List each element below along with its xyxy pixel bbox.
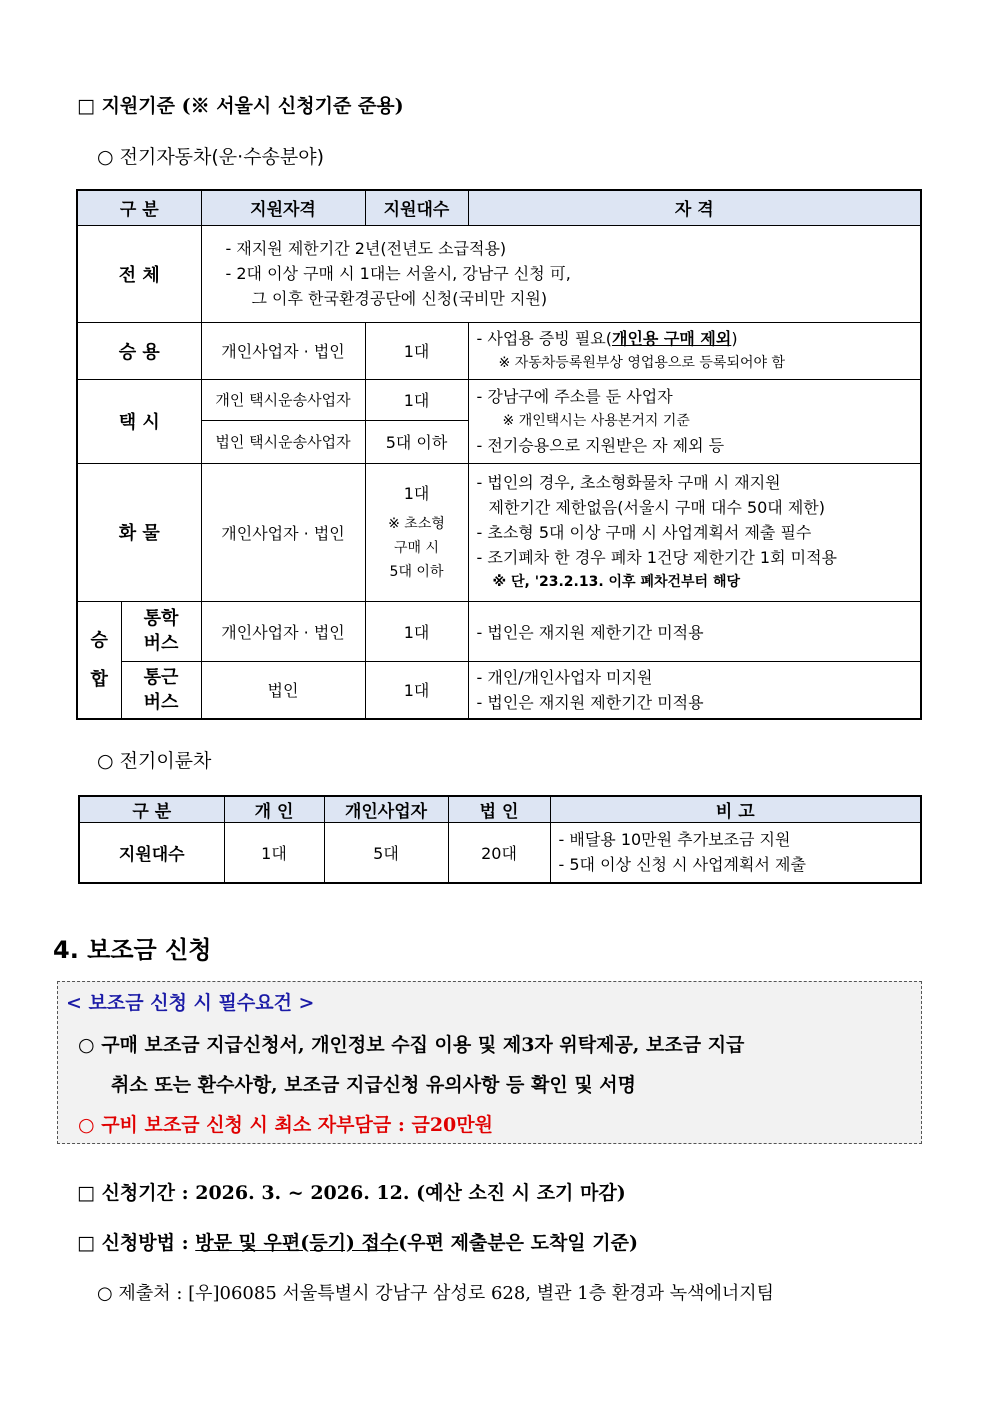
school-bus-category [121, 601, 201, 661]
moto-header-category: 구 분 [79, 796, 224, 823]
taxi-individual-count: 1대 [365, 379, 468, 420]
application-method [77, 1228, 638, 1255]
cargo-line: - 조기폐차 한 경우 폐차 1건당 제한기간 1회 미적용 [476, 548, 838, 567]
moto-note: - 5대 이상 신청 시 사업계획서 제출 [558, 855, 806, 875]
moto-corp: 20대 [448, 823, 550, 883]
commute-bus-cat-line: 버스 [143, 691, 179, 713]
method-prefix: □ 신청방법 : [77, 1232, 196, 1254]
taxi-line: - 전기승용으로 지원받은 자 제외 등 [476, 436, 725, 455]
moto-note: - 배달용 10만원 추가보조금 지원 [558, 830, 791, 850]
cargo-count-note: 5대 이하 [389, 563, 444, 580]
moto-business: 5대 [324, 823, 448, 883]
van-category [77, 601, 121, 719]
cargo-count: 1대 [403, 483, 430, 503]
commute-bus-qualification [468, 661, 921, 719]
taxi-corp-count: 5대 이하 [365, 420, 468, 463]
requirements-box [57, 981, 922, 1144]
van-category-char: 합 [90, 668, 108, 690]
commute-bus-eligibility: 법인 [201, 661, 365, 719]
requirement-item-1-line1: ○ 구매 보조금 지급신청서, 개인정보 수집 이용 및 제3자 위탁제공, 보조금 지급 [78, 1034, 745, 1056]
passenger-eligibility: 개인사업자 · 법인 [201, 322, 365, 379]
requirement-item-2: ○ 구비 보조금 신청 시 최소 자부담금 : 금20만원 [78, 1114, 493, 1136]
moto-header-note: 비 고 [550, 796, 921, 823]
row-taxi-individual [77, 379, 921, 420]
cargo-note: ※ 단, '23.2.13. 이후 폐차건부터 해당 [492, 574, 741, 590]
moto-header-individual: 개 인 [224, 796, 324, 823]
cargo-eligibility: 개인사업자 · 법인 [201, 463, 365, 601]
section4-title: 4. 보조금 신청 [53, 936, 212, 964]
row-total [77, 225, 921, 322]
school-bus-count: 1대 [365, 601, 468, 661]
school-bus-qualification: - 법인은 재지원 제한기간 미적용 [468, 601, 921, 661]
moto-row [79, 823, 921, 883]
total-line: - 2대 이상 구매 시 1대는 서울시, 강남구 신청 可, [225, 264, 571, 283]
cargo-count-note: 구매 시 [394, 539, 440, 556]
passenger-qualification [468, 322, 921, 379]
cargo-line: 제한기간 제한없음(서울시 구매 대수 50대 제한) [488, 498, 825, 517]
method-suffix: (우편 제출분은 도착일 기준) [398, 1232, 638, 1254]
row-school-bus [77, 601, 921, 661]
passenger-line1-pre: - 사업용 증빙 필요( [476, 329, 612, 348]
total-category: 전 체 [77, 225, 201, 322]
moto-row-category: 지원대수 [79, 823, 224, 883]
passenger-line2: ※ 자동차등록원부상 영업용으로 등록되어야 함 [498, 355, 786, 371]
cargo-line: - 법인의 경우, 초소형화물차 구매 시 재지원 [476, 473, 781, 492]
requirements-title: < 보조금 신청 시 필수요건 > [66, 992, 315, 1014]
taxi-line: ※ 개인택시는 사용본거지 기준 [502, 413, 690, 429]
total-line: - 재지원 제한기간 2년(전년도 소급적용) [225, 239, 507, 258]
commute-line: - 법인은 재지원 제한기간 미적용 [476, 692, 704, 712]
cargo-count-cell [365, 463, 468, 601]
passenger-category: 승 용 [77, 322, 201, 379]
passenger-line1-bold: 개인용 구매 제외 [611, 329, 732, 348]
total-line: 그 이후 한국환경공단에 신청(국비만 지원) [251, 289, 548, 308]
ev-table-header-row [77, 190, 921, 225]
moto-individual: 1대 [224, 823, 324, 883]
taxi-qualification [468, 379, 921, 463]
row-passenger [77, 322, 921, 379]
school-bus-cat-line: 버스 [143, 633, 179, 654]
moto-header-business: 개인사업자 [324, 796, 448, 823]
van-category-char: 승 [90, 629, 108, 651]
method-underlined: 방문 및 우편(등기) 접수 [195, 1232, 399, 1254]
row-commute-bus [77, 661, 921, 719]
cargo-line: - 초소형 5대 이상 구매 시 사업계획서 제출 필수 [476, 523, 812, 542]
moto-header-row [79, 796, 921, 823]
taxi-line: - 강남구에 주소를 둔 사업자 [476, 387, 673, 406]
cargo-qualification [468, 463, 921, 601]
school-bus-cat-line: 통학 [143, 608, 179, 629]
submission-address: ○ 제출처 : [우]06085 서울특별시 강남구 삼성로 628, 별관 1층 환경과 녹색에너지팀 [97, 1283, 775, 1304]
requirement-item-1-line2: 취소 또는 환수사항, 보조금 지급신청 유의사항 등 확인 및 서명 [111, 1074, 636, 1096]
header-category: 구 분 [77, 190, 201, 225]
taxi-individual-eligibility: 개인 택시운송사업자 [201, 379, 365, 420]
commute-bus-cat-line: 통근 [143, 666, 179, 688]
criteria-heading: □ 지원기준 (※ 서울시 신청기준 준용) [77, 95, 404, 117]
moto-section-label: ○ 전기이륜차 [97, 750, 212, 772]
commute-bus-category [121, 661, 201, 719]
moto-support-table [78, 795, 922, 884]
moto-header-corp: 법 인 [448, 796, 550, 823]
passenger-count: 1대 [365, 322, 468, 379]
header-eligibility: 지원자격 [201, 190, 365, 225]
moto-notes [550, 823, 921, 883]
commute-line: - 개인/개인사업자 미지원 [476, 667, 653, 687]
row-cargo [77, 463, 921, 601]
taxi-category: 택 시 [77, 379, 201, 463]
ev-support-table [76, 189, 922, 720]
school-bus-eligibility: 개인사업자 · 법인 [201, 601, 365, 661]
header-count: 지원대수 [365, 190, 468, 225]
total-description [201, 225, 921, 322]
taxi-corp-eligibility: 법인 택시운송사업자 [201, 420, 365, 463]
header-qualification: 자 격 [468, 190, 921, 225]
cargo-category: 화 물 [77, 463, 201, 601]
cargo-count-note: ※ 초소형 [388, 515, 445, 532]
application-period: □ 신청기간 : 2026. 3. ~ 2026. 12. (예산 소진 시 조기 마감) [77, 1182, 626, 1204]
passenger-line1-post: ) [731, 329, 738, 348]
ev-section-label: ○ 전기자동차(운·수송분야) [97, 146, 325, 168]
commute-bus-count: 1대 [365, 661, 468, 719]
